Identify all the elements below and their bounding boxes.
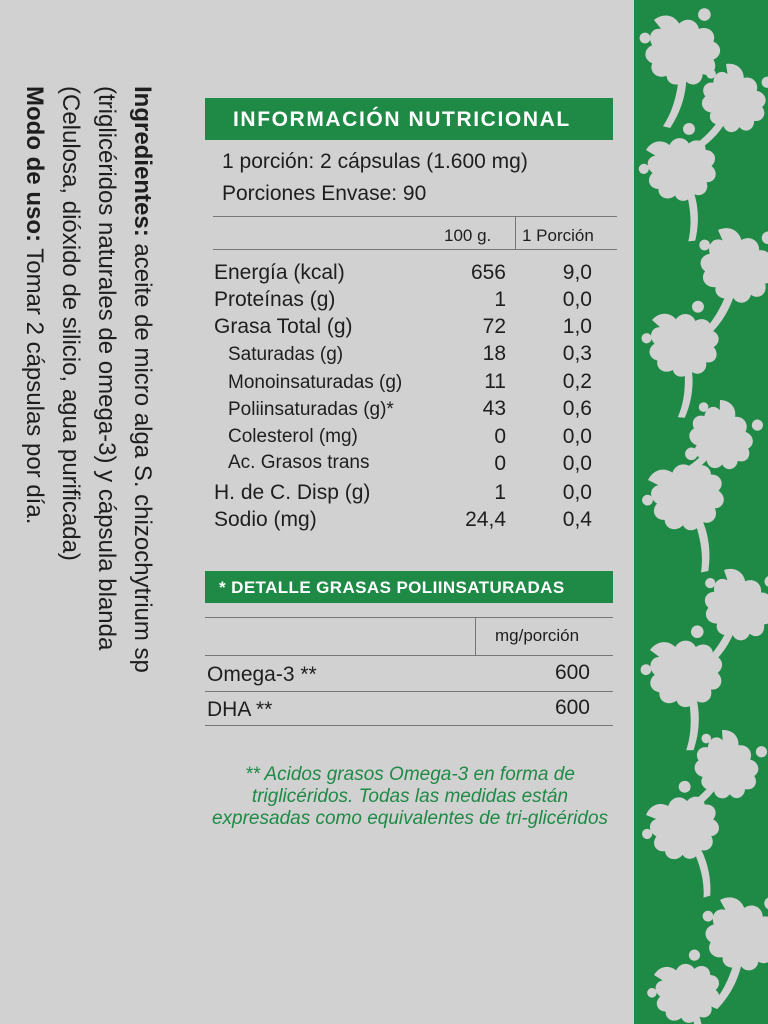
table-header-rule: [213, 249, 617, 250]
ingredients-body: aceite de micro alga S. chizochytrium sp (triglicéridos naturales de omega-3) y cápsula blanda (Celulosa, dióxido de silicio, agua purificada): [57, 86, 156, 673]
poly-bottom-rule: [205, 725, 613, 726]
poly-name: Omega-3 **: [207, 663, 317, 686]
nutrient-value-100g: 18: [482, 342, 506, 365]
serving-size: 1 porción: 2 cápsulas (1.600 mg): [222, 150, 528, 173]
nutrient-value-portion: 0,2: [562, 370, 592, 393]
table-top-rule: [213, 216, 617, 217]
nutrient-value-100g: 1: [494, 288, 506, 311]
nutrient-value-100g: 0: [494, 452, 506, 475]
nutrient-value-100g: 1: [494, 481, 506, 504]
nutrient-name: Poliinsaturadas (g)*: [228, 399, 394, 420]
poly-column-header: mg/porción: [495, 626, 580, 645]
usage-text: [16, 86, 52, 706]
footnote: ** Acidos grasos Omega-3 en forma de triglicéridos. Todas las medidas están expresadas como equivalentes de tri-glicéridos: [211, 764, 609, 829]
ingredients-text: [52, 86, 160, 706]
ingredients-panel: [0, 86, 160, 706]
column-header-100g: 100 g.: [444, 226, 492, 245]
poly-row-rule: [205, 691, 613, 692]
poly-value: 600: [554, 696, 590, 719]
nutrient-name: Grasa Total (g): [214, 315, 353, 338]
column-divider: [515, 216, 516, 249]
servings-per-container: Porciones Envase: 90: [222, 182, 427, 205]
poly-value: 600: [554, 661, 590, 684]
ingredients-label: Ingredientes:: [129, 86, 156, 237]
poly-header-rule: [205, 655, 613, 656]
nutrient-value-100g: 0: [494, 425, 506, 448]
nutrient-value-100g: 43: [482, 397, 506, 420]
nutrient-name: Colesterol (mg): [228, 426, 358, 447]
nutrient-value-100g: 656: [470, 261, 506, 284]
poly-name: DHA **: [207, 698, 273, 721]
nutrient-value-portion: 0,3: [562, 342, 592, 365]
poly-title: * DETALLE GRASAS POLIINSATURADAS: [205, 571, 613, 603]
nutrient-value-portion: 0,6: [562, 397, 592, 420]
poly-column-divider: [475, 617, 476, 655]
usage-label: Modo de uso:: [21, 86, 48, 242]
column-header-portion: 1 Porción: [522, 226, 594, 245]
usage-body: Tomar 2 cápsulas por día.: [21, 241, 48, 525]
nutrient-name: Proteínas (g): [214, 288, 336, 311]
nutrient-value-100g: 11: [484, 370, 506, 393]
seaweed-pattern-graphic: [634, 0, 768, 1024]
nutrient-name: Monoinsaturadas (g): [228, 372, 403, 393]
nutrient-value-portion: 0,0: [562, 425, 592, 448]
nutrient-value-100g: 24,4: [465, 508, 506, 531]
nutrient-value-portion: 0,0: [562, 288, 592, 311]
poly-top-rule: [205, 617, 613, 618]
nutrient-value-portion: 9,0: [562, 261, 592, 284]
nutrient-value-portion: 1,0: [562, 315, 592, 338]
nutrient-name: Ac. Grasos trans: [228, 452, 370, 473]
nutrient-value-portion: 0,4: [562, 508, 592, 531]
nutrient-name: Sodio (mg): [214, 508, 317, 531]
nutrient-value-100g: 72: [482, 315, 506, 338]
seaweed-pattern: [634, 0, 768, 1024]
nutrient-value-portion: 0,0: [562, 481, 592, 504]
nutrient-name: Saturadas (g): [228, 344, 344, 365]
nutrient-name: Energía (kcal): [214, 261, 345, 284]
nutrient-name: H. de C. Disp (g): [214, 481, 371, 504]
nutrition-title: INFORMACIÓN NUTRICIONAL: [205, 98, 613, 140]
nutrient-value-portion: 0,0: [562, 452, 592, 475]
